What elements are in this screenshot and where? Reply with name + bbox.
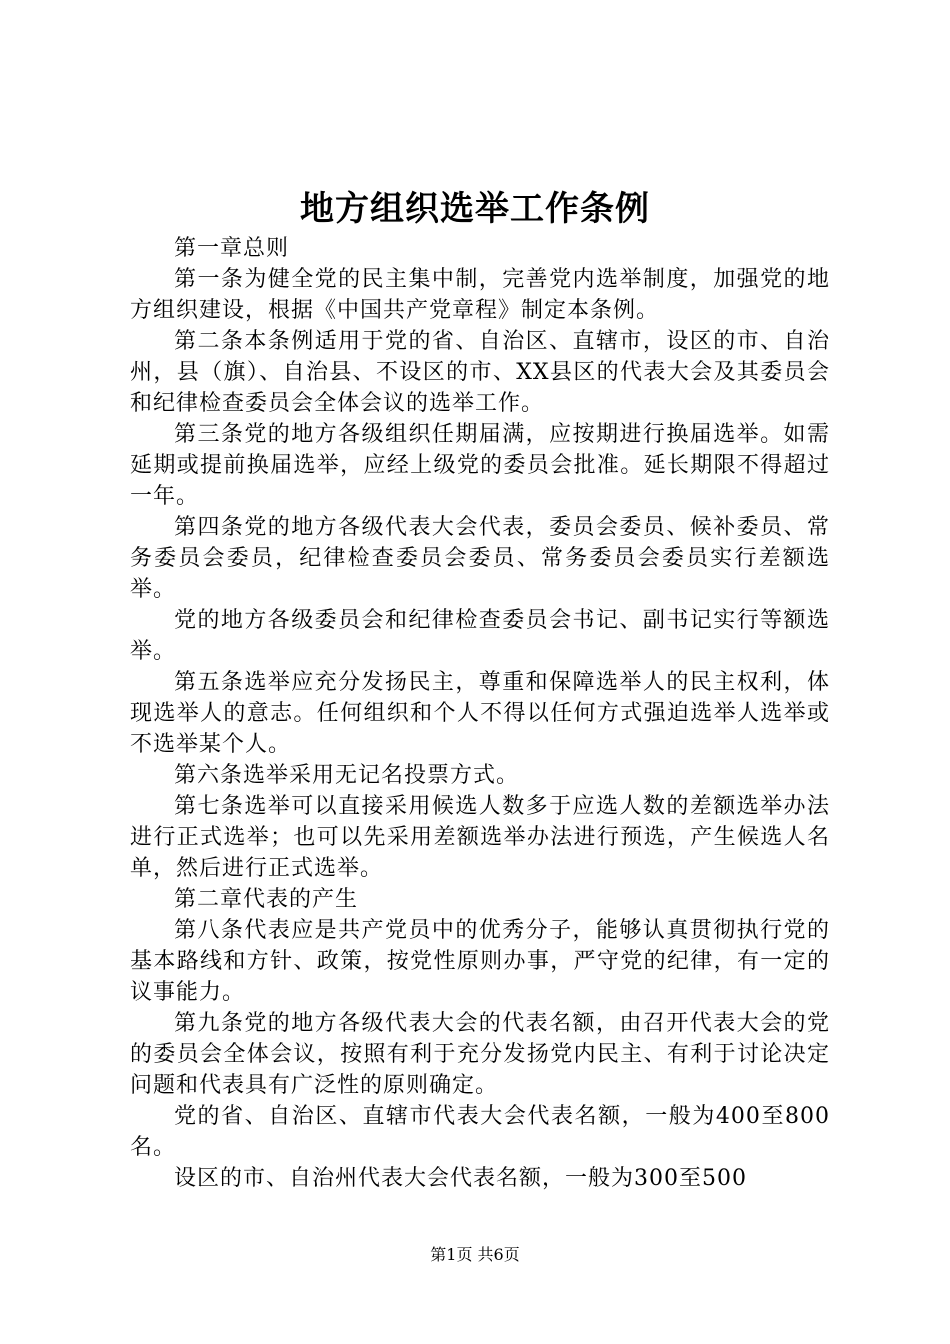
paragraph: 第一条为健全党的民主集中制，完善党内选举制度，加强党的地方组织建设，根据《中国共产党章程》制定本条例。: [130, 267, 830, 323]
paragraph: 第四条党的地方各级代表大会代表，委员会委员、候补委员、常务委员会委员，纪律检查委员会委员、常务委员会委员实行差额选举。: [130, 515, 830, 602]
paragraph: 第五条选举应充分发扬民主，尊重和保障选举人的民主权利，体现选举人的意志。任何组织和个人不得以任何方式强迫选举人选举或不选举某个人。: [130, 670, 830, 757]
paragraph: 党的省、自治区、直辖市代表大会代表名额，一般为400至800名。: [130, 1104, 830, 1160]
chapter-heading: 第二章代表的产生: [174, 887, 359, 912]
paragraph: 第七条选举可以直接采用候选人数多于应选人数的差额选举办法进行正式选举；也可以先采用差额选举办法进行预选，产生候选人名单，然后进行正式选举。: [130, 794, 830, 881]
paragraph: 第二条本条例适用于党的省、自治区、直辖市，设区的市、自治州，县（旗）、自治县、不设区的市、XX县区的代表大会及其委员会和纪律检查委员会全体会议的选举工作。: [130, 329, 830, 416]
paragraph: 第八条代表应是共产党员中的优秀分子，能够认真贯彻执行党的基本路线和方针、政策，按党性原则办事，严守党的纪律，有一定的议事能力。: [130, 918, 830, 1005]
paragraph: 第三条党的地方各级组织任期届满，应按期进行换届选举。如需延期或提前换届选举，应经上级党的委员会批准。延长期限不得超过一年。: [130, 422, 830, 509]
paragraph: 第九条党的地方各级代表大会的代表名额，由召开代表大会的党的委员会全体会议，按照有利于充分发扬党内民主、有利于讨论决定问题和代表具有广泛性的原则确定。: [130, 1011, 830, 1098]
page-footer: 第1页 共6页: [430, 1245, 520, 1264]
paragraph: 设区的市、自治州代表大会代表名额，一般为300至500: [174, 1166, 747, 1191]
document-title: 地方组织选举工作条例: [300, 189, 650, 229]
document-body: [130, 233, 830, 1194]
paragraph: 党的地方各级委员会和纪律检查委员会书记、副书记实行等额选举。: [130, 608, 830, 664]
paragraph: 第六条选举采用无记名投票方式。: [174, 763, 520, 788]
chapter-heading: 第一章总则: [174, 236, 290, 261]
